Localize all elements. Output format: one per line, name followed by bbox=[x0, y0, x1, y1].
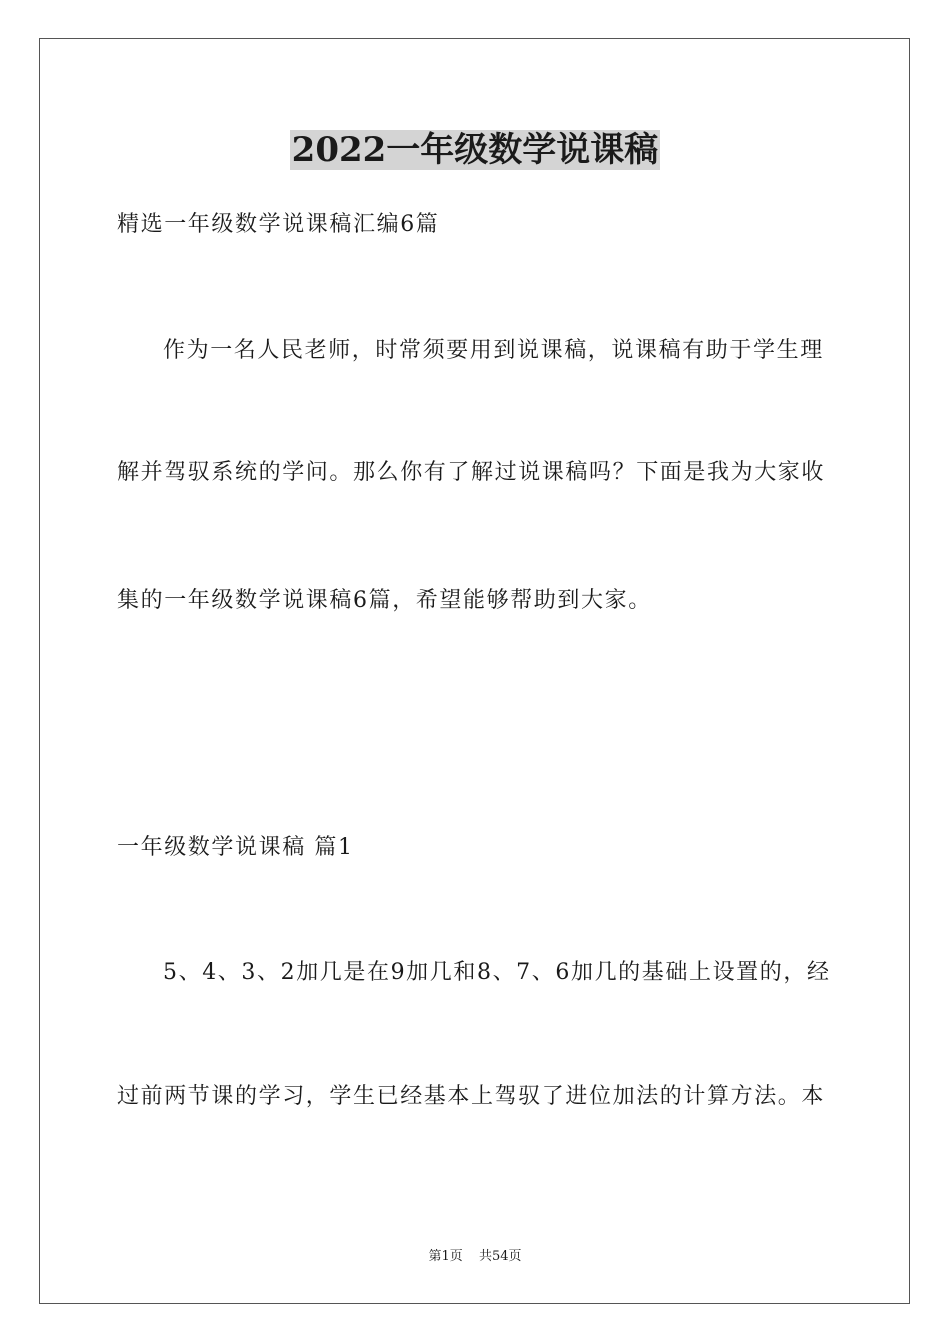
section-line-1: 5、4、3、2加几是在9加几和8、7、6加几的基础上设置的，经 bbox=[163, 960, 831, 985]
page-number: 第1页 bbox=[428, 1249, 463, 1264]
document-title bbox=[0, 128, 950, 172]
intro-line-3: 集的一年级数学说课稿6篇，希望能够帮助到大家。 bbox=[117, 588, 652, 613]
intro-line-2: 解并驾驭系统的学问。那么你有了解过说课稿吗？下面是我为大家收 bbox=[117, 460, 826, 485]
page-total: 共54页 bbox=[478, 1249, 522, 1264]
section-line-2: 过前两节课的学习，学生已经基本上驾驭了进位加法的计算方法。本 bbox=[117, 1084, 826, 1109]
document-title-text: 2022一年级数学说课稿 bbox=[291, 130, 659, 170]
intro-line-1: 作为一名人民老师，时常须要用到说课稿，说课稿有助于学生理 bbox=[163, 338, 824, 363]
section-heading: 一年级数学说课稿 篇1 bbox=[117, 835, 354, 860]
document-subtitle: 精选一年级数学说课稿汇编6篇 bbox=[117, 212, 440, 237]
page-footer bbox=[0, 1248, 950, 1266]
